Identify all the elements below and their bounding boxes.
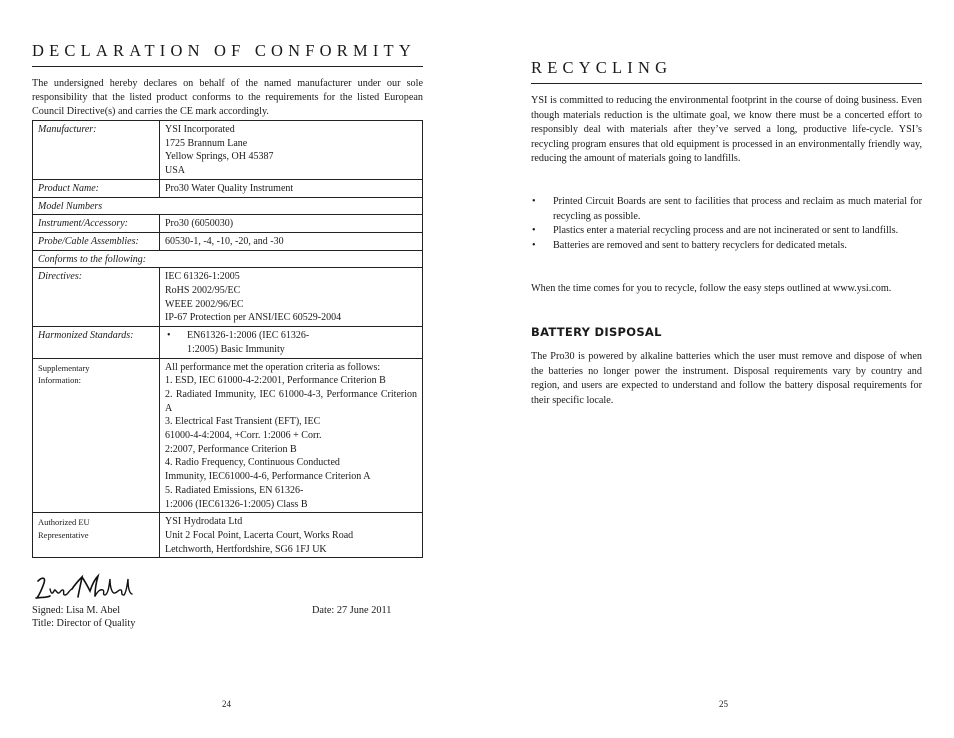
supplementary-line: 1. ESD, IEC 61000-4-2:2001, Performance Criterion B (165, 375, 386, 387)
instrument-row (33, 215, 423, 233)
eu-rep-value (160, 513, 423, 558)
recycling-paragraph: YSI is committed to reducing the environmental footprint in the course of doing business. Even though materials reduction is the ultimate goal, we know there must be a concerted effort to responsibly deal with materials after they’ve served a long, productive life-cycle. YSI’s recycling program ensures that old equipment is processed in an environmentally friendly way, reducing the amount of materials going to landfills. (531, 95, 922, 164)
directives-label: Directives: (33, 268, 160, 327)
harmonized-line: 1:2005) Basic Immunity (187, 343, 285, 355)
battery-disposal-heading: BATTERY DISPOSAL (531, 325, 662, 339)
probe-label: Probe/Cable Assemblies: (33, 232, 160, 250)
supplementary-line: 61000-4-4:2004, +Corr. 1:2006 + Corr. (165, 430, 322, 442)
eu-rep-label-line: Representative (38, 529, 89, 540)
list-item: • Printed Circuit Boards are sent to facilities that process and reclaim as much material for recycling as possible. (531, 195, 922, 224)
eu-rep-line: Letchworth, Hertfordshire, SG6 1FJ UK (165, 543, 327, 555)
manufacturer-line: USA (165, 165, 186, 177)
supplementary-value (160, 358, 423, 513)
directive-line: IEC 61326-1:2005 (165, 271, 240, 283)
supplementary-line: 3. Electrical Fast Transient (EFT), IEC (165, 416, 321, 428)
conforms-row (33, 250, 423, 268)
eu-rep-label-line: Authorized EU (38, 517, 90, 528)
model-numbers-row (33, 197, 423, 215)
page-number-right: 25 (719, 699, 728, 709)
signed-by: Signed: Lisa M. Abel (32, 605, 121, 616)
list-item: • Plastics enter a material recycling process and are not incinerated or sent to landfills. (531, 224, 922, 239)
list-item: • Batteries are removed and sent to battery recyclers for dedicated metals. (531, 239, 922, 254)
signer-title: Title: Director of Quality (32, 618, 136, 629)
supplementary-line: 5. Radiated Emissions, EN 61326- (165, 484, 304, 496)
manufacturer-row (33, 121, 423, 180)
product-row (33, 179, 423, 197)
supplementary-line: 4. Radio Frequency, Continuous Conducted (165, 457, 340, 469)
supplementary-label-line: Supplementary (38, 362, 90, 373)
eu-rep-row (33, 513, 423, 558)
manufacturer-line: Yellow Springs, OH 45387 (165, 151, 274, 163)
battery-disposal-paragraph: The Pro30 is powered by alkaline batteries which the user must remove and dispose of when the batteries no longer power the instrument. Disposal requirements vary by country and region, and users are expected to understand and follow the battery disposal requirements for their specific locale. (531, 351, 922, 406)
page-number-left: 24 (222, 699, 231, 709)
directives-value (160, 268, 423, 327)
harmonized-row (33, 327, 423, 358)
supplementary-row (33, 358, 423, 513)
recycling-bullet-list (531, 195, 922, 253)
product-value: Pro30 Water Quality Instrument (160, 179, 423, 197)
harmonized-line: • EN61326-1:2006 (IEC 61326- (187, 330, 310, 342)
conforms-label: Conforms to the following: (33, 250, 423, 268)
harmonized-label: Harmonized Standards: (33, 327, 160, 358)
manufacturer-value (160, 121, 423, 180)
product-label: Product Name: (33, 179, 160, 197)
directive-line: WEEE 2002/96/EC (165, 298, 244, 310)
model-numbers-label: Model Numbers (33, 197, 423, 215)
harmonized-value (160, 327, 423, 358)
supplementary-label-line: Information: (38, 375, 81, 386)
directive-line: IP-67 Protection per ANSI/IEC 60529-2004 (165, 312, 342, 324)
eu-rep-label (33, 513, 160, 558)
supplementary-line: 2. Radiated Immunity, IEC 61000-4-3, Performance Criterion A (165, 388, 417, 414)
directives-row (33, 268, 423, 327)
instrument-value: Pro30 (6050030) (160, 215, 423, 233)
probe-value: 60530-1, -4, -10, -20, and -30 (160, 232, 423, 250)
supplementary-label (33, 358, 160, 513)
left-page (32, 0, 423, 738)
instrument-label: Instrument/Accessory: (33, 215, 160, 233)
signed-date: Date: 27 June 2011 (312, 605, 392, 616)
manufacturer-label: Manufacturer: (33, 121, 160, 180)
declaration-title: DECLARATION OF CONFORMITY (32, 41, 423, 67)
eu-rep-line: YSI Hydrodata Ltd (165, 516, 243, 528)
recycling-title: RECYCLING (531, 58, 922, 84)
declaration-intro: The undersigned hereby declares on behalf of the named manufacturer under our sole responsibility that the listed product conforms to the requirements for the listed European Council Directive(s) and carries the CE mark accordingly. (32, 78, 423, 117)
supplementary-line: 1:2006 (IEC61326-1:2005) Class B (165, 498, 308, 510)
harmonized-bullet (165, 329, 417, 356)
directive-line: RoHS 2002/95/EC (165, 285, 241, 297)
recycle-instructions: When the time comes for you to recycle, follow the easy steps outlined at www.ysi.com. (531, 283, 892, 294)
eu-rep-line: Unit 2 Focal Point, Lacerta Court, Works Road (165, 529, 354, 541)
right-page (531, 0, 922, 738)
signature-image (34, 571, 134, 603)
supplementary-line: All performance met the operation criteria as follows: (165, 361, 381, 373)
declaration-table (32, 120, 423, 558)
manufacturer-line: 1725 Brannum Lane (165, 137, 248, 149)
supplementary-line: Immunity, IEC61000-4-6, Performance Criterion A (165, 471, 371, 483)
supplementary-line: 2:2007, Performance Criterion B (165, 443, 297, 455)
manufacturer-line: YSI Incorporated (165, 124, 235, 135)
probe-row (33, 232, 423, 250)
